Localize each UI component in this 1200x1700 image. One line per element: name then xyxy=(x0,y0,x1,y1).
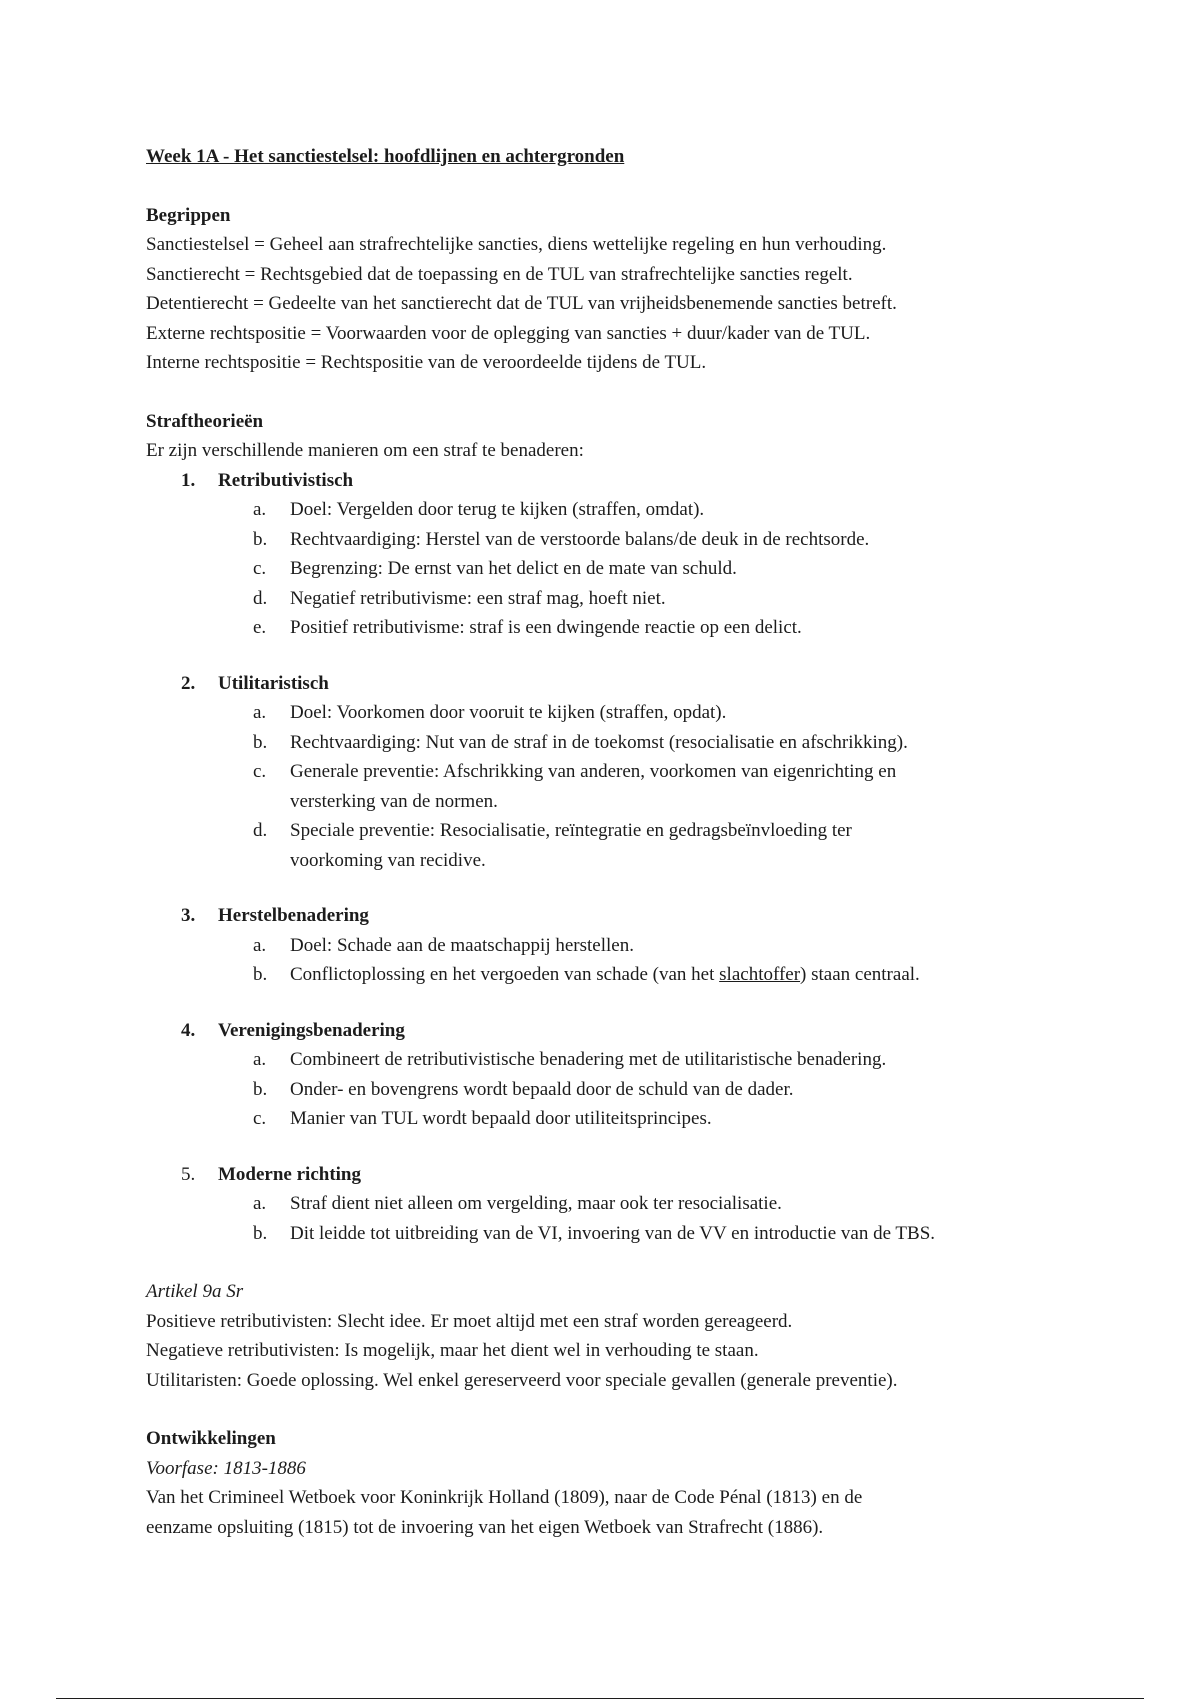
paragraph-line: Negatieve retributivisten: Is mogelijk, maar het dient wel in verhouding te staan. xyxy=(146,1340,759,1361)
section-ontwikkelingen xyxy=(146,1424,1076,1542)
section-straftheorieen xyxy=(146,407,1076,1249)
theory-number: 2. xyxy=(181,672,196,694)
section-begrippen xyxy=(146,201,1076,378)
list-item-letter: a. xyxy=(253,499,267,520)
list-item-text: Straf dient niet alleen om vergelding, maar ook ter resocialisatie. xyxy=(290,1193,782,1214)
theory-number: 3. xyxy=(181,905,196,926)
section-intro: Er zijn verschillende manieren om een straf te benaderen: xyxy=(146,440,584,461)
list-item-text: Positief retributivisme: straf is een dwingende reactie op een delict. xyxy=(290,617,802,638)
list-item-letter: a. xyxy=(253,1193,267,1214)
spacer xyxy=(146,378,1076,407)
section-heading: Begrippen xyxy=(146,204,231,226)
list-item-letter: b. xyxy=(253,528,268,550)
list-item-letter: b. xyxy=(253,731,268,753)
list-item-letter: b. xyxy=(253,964,268,985)
list-item-text: Speciale preventie: Resocialisatie, reïntegratie en gedragsbeïnvloeding ter xyxy=(290,820,852,841)
section-subheading: Artikel 9a Sr xyxy=(146,1281,244,1302)
list-item-text: voorkoming van recidive. xyxy=(290,849,486,871)
list-item-letter: a. xyxy=(253,934,267,956)
definition-line: Interne rechtspositie = Rechtspositie van de veroordeelde tijdens de TUL. xyxy=(146,352,707,373)
list-item-text: Combineert de retributivistische benadering met de utilitaristische benadering. xyxy=(290,1049,887,1070)
list-item-letter: e. xyxy=(253,617,267,638)
theory-moderne-richting xyxy=(146,1160,1076,1249)
list-item-letter: d. xyxy=(253,587,268,609)
list-item xyxy=(146,613,1076,643)
list-item xyxy=(146,728,1076,758)
list-item-text: Doel: Vergelden door terug te kijken (straffen, omdat). xyxy=(290,499,705,520)
theory-heading xyxy=(146,1160,1076,1190)
list-item-text: Doel: Schade aan de maatschappij herstellen. xyxy=(290,934,634,956)
spacer xyxy=(146,172,1076,201)
list-item-continuation xyxy=(146,787,1076,817)
theory-number: 4. xyxy=(181,1019,196,1041)
paragraph-line: Van het Crimineel Wetboek voor Koninkrijk Holland (1809), naar de Code Pénal (1813) en de xyxy=(146,1487,863,1508)
list-item xyxy=(146,960,1076,990)
definition-line: Externe rechtspositie = Voorwaarden voor de oplegging van sancties + duur/kader van de TUL. xyxy=(146,322,871,344)
theory-name: Verenigingsbenadering xyxy=(218,1019,405,1041)
theory-number: 5. xyxy=(181,1163,196,1185)
list-item-text: Onder- en bovengrens wordt bepaald door de schuld van de dader. xyxy=(290,1078,794,1100)
theory-name: Herstelbenadering xyxy=(218,905,369,926)
list-item-text: ) staan centraal. xyxy=(800,964,920,985)
theory-retributivistisch xyxy=(146,466,1076,643)
list-item xyxy=(146,1075,1076,1105)
paragraph-line: Positieve retributivisten: Slecht idee. Er moet altijd met een straf worden gereageerd. xyxy=(146,1310,793,1332)
list-item xyxy=(146,816,1076,846)
list-item-letter: b. xyxy=(253,1078,268,1100)
list-item xyxy=(146,757,1076,787)
theory-name: Utilitaristisch xyxy=(218,672,329,694)
list-item-letter: c. xyxy=(253,1108,267,1129)
section-heading: Ontwikkelingen xyxy=(146,1428,276,1449)
section-heading: Straftheorieën xyxy=(146,410,264,432)
list-item xyxy=(146,931,1076,961)
list-item-continuation xyxy=(146,846,1076,876)
list-item-letter: c. xyxy=(253,558,267,579)
list-item-text: Negatief retributivisme: een straf mag, hoeft niet. xyxy=(290,587,666,609)
list-item xyxy=(146,1045,1076,1075)
list-item-letter: a. xyxy=(253,1049,267,1070)
list-item xyxy=(146,584,1076,614)
list-item-text: Doel: Voorkomen door vooruit te kijken (straffen, opdat). xyxy=(290,702,727,723)
theory-name: Moderne richting xyxy=(218,1163,362,1185)
list-item-letter: b. xyxy=(253,1222,268,1244)
spacer xyxy=(146,990,1076,1016)
section-subheading: Voorfase: 1813-1886 xyxy=(146,1457,306,1479)
list-item-text: Begrenzing: De ernst van het delict en de mate van schuld. xyxy=(290,558,737,579)
underlined-term: slachtoffer xyxy=(719,964,801,985)
definition-line: Sanctierecht = Rechtsgebied dat de toepassing en de TUL van strafrechtelijke sancties regelt. xyxy=(146,263,853,285)
theory-heading xyxy=(146,1016,1076,1046)
spacer xyxy=(146,1248,1076,1277)
definition-line: Detentierecht = Gedeelte van het sanctierecht dat de TUL van vrijheidsbenemende sancties betreft. xyxy=(146,293,897,314)
document-title: Week 1A - Het sanctiestelsel: hoofdlijnen en achtergronden xyxy=(146,146,625,167)
page-divider xyxy=(56,1698,1144,1699)
theory-heading xyxy=(146,669,1076,699)
list-item-text: Manier van TUL wordt bepaald door utiliteitsprincipes. xyxy=(290,1108,712,1129)
list-item xyxy=(146,698,1076,728)
paragraph-line: Utilitaristen: Goede oplossing. Wel enkel gereserveerd voor speciale gevallen (generale preventie). xyxy=(146,1369,898,1391)
list-item-letter: a. xyxy=(253,702,267,723)
theory-name: Retributivistisch xyxy=(218,469,354,491)
list-item-text: Rechtvaardiging: Herstel van de verstoorde balans/de deuk in de rechtsorde. xyxy=(290,528,870,550)
list-item-letter: d. xyxy=(253,820,268,841)
paragraph-line: eenzame opsluiting (1815) tot de invoering van het eigen Wetboek van Strafrecht (1886). xyxy=(146,1516,824,1538)
theory-heading xyxy=(146,901,1076,931)
definition-line: Sanctiestelsel = Geheel aan strafrechtelijke sancties, diens wettelijke regeling en hun verhouding. xyxy=(146,234,887,255)
section-artikel xyxy=(146,1277,1076,1395)
list-item xyxy=(146,554,1076,584)
list-item xyxy=(146,525,1076,555)
theory-utilitaristisch xyxy=(146,669,1076,876)
theory-heading xyxy=(146,466,1076,496)
list-item-text: versterking van de normen. xyxy=(290,790,498,812)
document-body xyxy=(146,142,1076,1542)
list-item xyxy=(146,495,1076,525)
theory-verenigingsbenadering xyxy=(146,1016,1076,1134)
spacer xyxy=(146,1134,1076,1160)
list-item xyxy=(146,1219,1076,1249)
list-item-letter: c. xyxy=(253,761,267,782)
list-item-text: Rechtvaardiging: Nut van de straf in de toekomst (resocialisatie en afschrikking). xyxy=(290,731,908,753)
list-item-text: Dit leidde tot uitbreiding van de VI, invoering van de VV en introductie van de TBS. xyxy=(290,1222,936,1244)
list-item xyxy=(146,1189,1076,1219)
theory-herstelbenadering xyxy=(146,901,1076,990)
list-item xyxy=(146,1104,1076,1134)
spacer xyxy=(146,875,1076,901)
list-item-text: Conflictoplossing en het vergoeden van schade (van het xyxy=(290,964,720,985)
theory-number: 1. xyxy=(181,469,196,491)
spacer xyxy=(146,1395,1076,1424)
list-item-text: Generale preventie: Afschrikking van anderen, voorkomen van eigenrichting en xyxy=(290,761,897,782)
spacer xyxy=(146,643,1076,669)
